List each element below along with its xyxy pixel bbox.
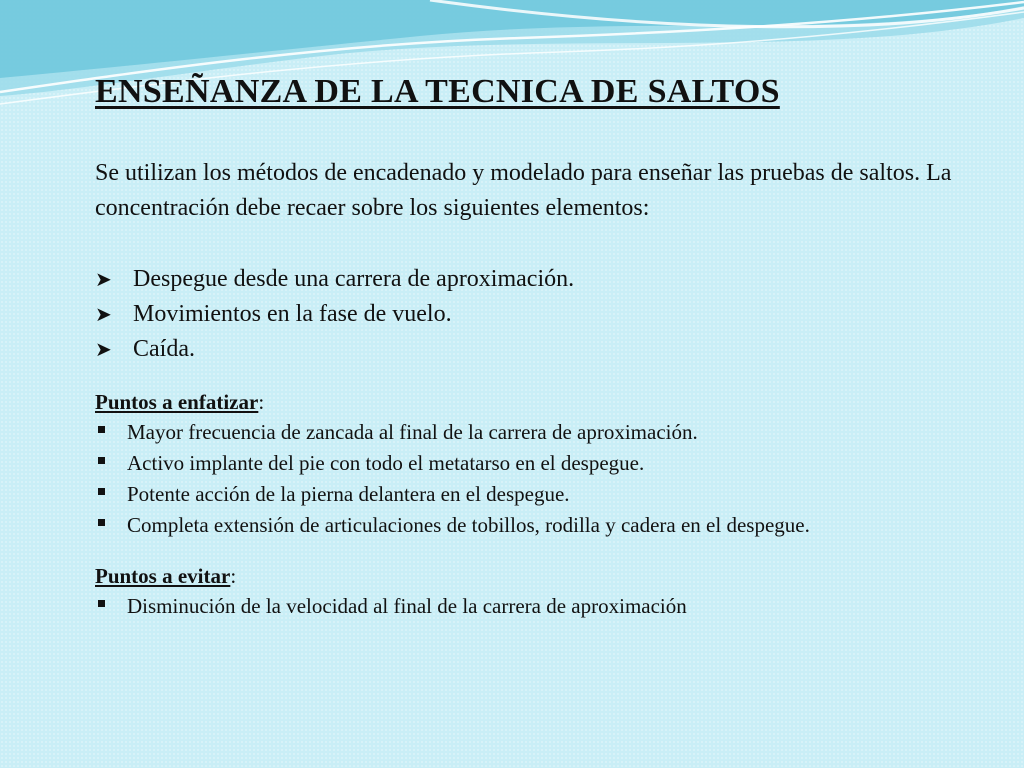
avoid-list [95, 591, 955, 622]
list-item-text: Caída. [133, 336, 195, 362]
slide-content [95, 72, 955, 622]
intro-paragraph: Se utilizan los métodos de encadenado y modelado para enseñar las pruebas de saltos. La concentración debe recaer sobre los siguientes elementos: [95, 160, 952, 221]
list-item [95, 417, 955, 448]
list-item-text: Mayor frecuencia de zancada al final de la carrera de aproximación. [127, 420, 698, 444]
avoid-heading [95, 561, 955, 591]
list-item [95, 591, 955, 622]
list-item [95, 297, 955, 332]
list-item-text: Disminución de la velocidad al final de la carrera de aproximación [127, 594, 687, 618]
arrow-bullet-icon: ➤ [95, 304, 112, 326]
list-item [95, 332, 955, 367]
list-item-text: Activo implante del pie con todo el metatarso en el despegue. [127, 451, 645, 475]
list-item [95, 262, 955, 297]
list-item-text: Potente acción de la pierna delantera en el despegue. [127, 482, 570, 506]
list-item [95, 510, 955, 541]
elements-list [95, 262, 955, 367]
list-item-text: Movimientos en la fase de vuelo. [133, 301, 452, 327]
avoid-colon: : [230, 564, 237, 588]
list-item-text: Completa extensión de articulaciones de tobillos, rodilla y cadera en el despegue. [127, 513, 810, 537]
slide-title: ENSEÑANZA DE LA TECNICA DE SALTOS [95, 73, 780, 110]
emphasize-colon: : [258, 390, 265, 414]
emphasize-heading [95, 387, 955, 417]
emphasize-list [95, 417, 955, 541]
list-item [95, 479, 955, 510]
emphasize-label: Puntos a enfatizar [95, 390, 259, 414]
list-item-text: Despegue desde una carrera de aproximación. [133, 266, 575, 292]
arrow-bullet-icon: ➤ [95, 339, 112, 361]
list-item [95, 448, 955, 479]
avoid-label: Puntos a evitar [95, 564, 231, 588]
arrow-bullet-icon: ➤ [95, 269, 112, 291]
